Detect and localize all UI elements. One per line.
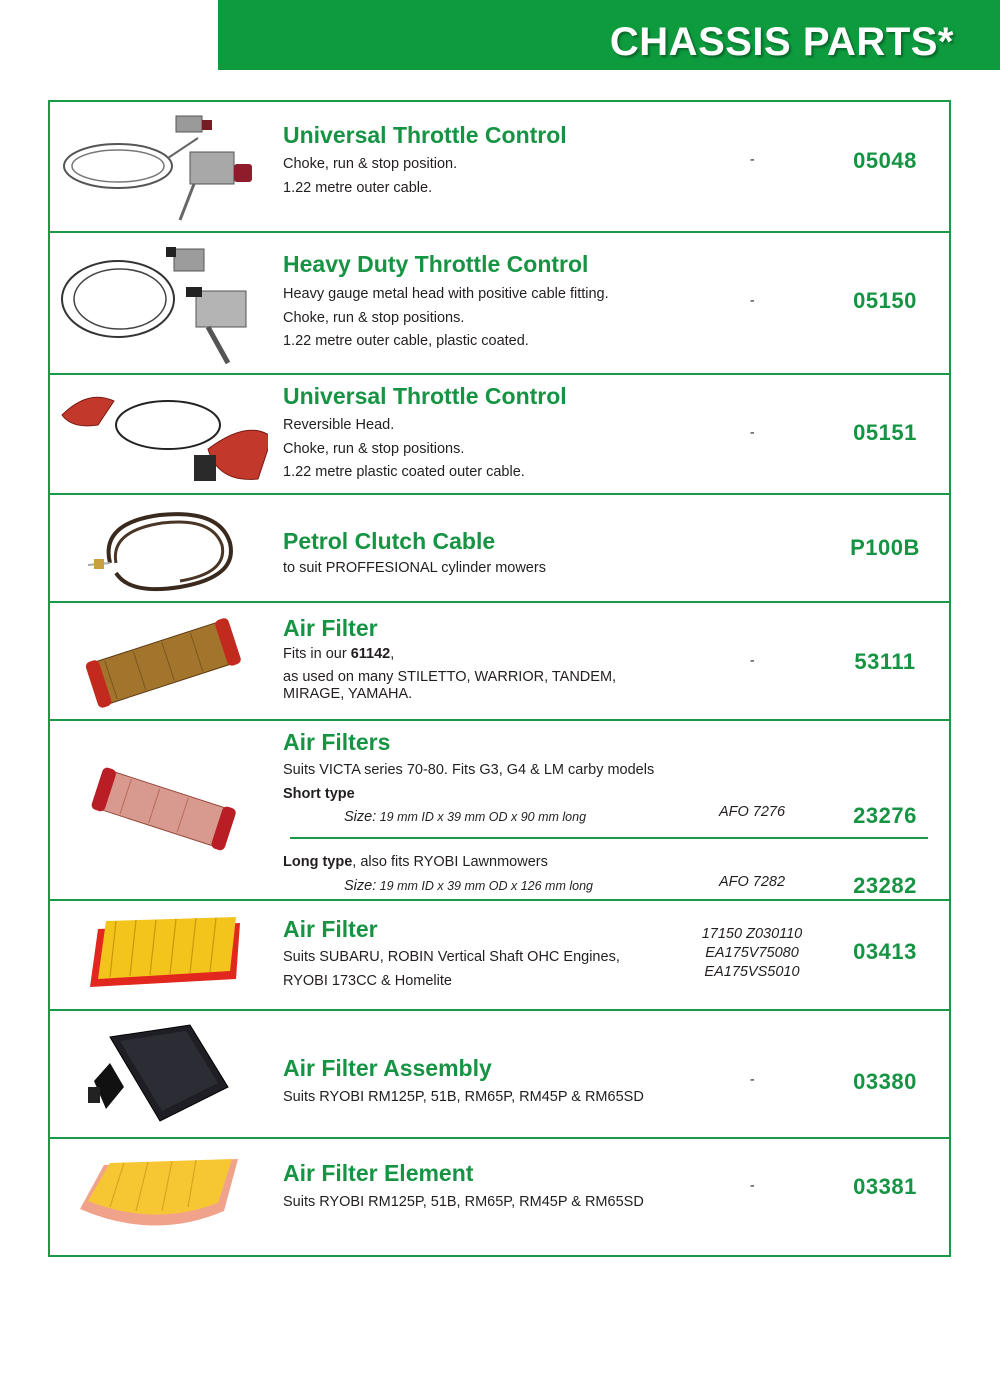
reversible-throttle-image	[58, 379, 268, 491]
oem-number: -	[749, 152, 755, 168]
product-title: Air Filter Assembly	[283, 1055, 492, 1081]
description-line: Suits RYOBI RM125P, 51B, RM65P, RM45P & RM65SD	[283, 1194, 644, 1210]
product-row	[50, 721, 949, 901]
victa-air-filter-image	[84, 763, 244, 853]
long-size-line: Size: 19 mm ID x 39 mm OD x 126 mm long	[344, 877, 593, 894]
description-line: Fits in our 61142,	[283, 646, 395, 662]
oem-number: EA175VS5010	[704, 964, 800, 980]
product-description	[283, 153, 457, 200]
product-title: Air Filters	[283, 729, 391, 755]
oem-number: -	[749, 425, 755, 441]
part-code: 05150	[853, 288, 917, 313]
short-type-label: Short type	[283, 785, 355, 802]
oem-numbers	[698, 925, 806, 982]
description-line: Suits RYOBI RM125P, 51B, RM65P, RM45P & RM65SD	[283, 1089, 644, 1105]
part-code: 03380	[853, 1069, 917, 1094]
product-row	[50, 495, 949, 603]
description-line: MIRAGE, YAMAHA.	[283, 686, 413, 702]
part-code: 05048	[853, 148, 917, 173]
product-row	[50, 375, 949, 495]
description-line: 1.22 metre plastic coated outer cable.	[283, 464, 525, 480]
product-description	[283, 1191, 644, 1215]
description-line: Heavy gauge metal head with positive cable fitting.	[283, 286, 609, 302]
description-line: RYOBI 173CC & Homelite	[283, 972, 452, 989]
product-row	[50, 901, 949, 1011]
description-line: to suit PROFFESIONAL cylinder mowers	[283, 560, 546, 576]
product-title: Air Filter	[283, 916, 378, 942]
description-line: Suits VICTA series 70-80. Fits G3, G4 & LM carby models	[283, 762, 655, 778]
part-code: 23282	[853, 873, 917, 898]
sub-divider	[290, 837, 928, 839]
description-line: Choke, run & stop positions.	[283, 309, 465, 326]
panel-air-filter-image	[80, 909, 250, 1003]
product-row	[50, 1139, 949, 1257]
product-description	[283, 759, 654, 830]
part-code: 53111	[854, 649, 916, 674]
description-line: Choke, run & stop position.	[283, 156, 458, 172]
product-row	[50, 1011, 949, 1139]
description-line: Choke, run & stop positions.	[283, 440, 465, 457]
oem-number: -	[749, 1072, 755, 1088]
product-title: Heavy Duty Throttle Control	[283, 251, 589, 277]
product-row	[50, 102, 949, 233]
air-filter-assembly-image	[80, 1017, 240, 1133]
product-description	[283, 645, 616, 702]
description-line: 1.22 metre outer cable, plastic coated.	[283, 333, 529, 349]
product-title: Air Filter Element	[283, 1160, 474, 1186]
product-title: Universal Throttle Control	[283, 122, 567, 148]
cylindrical-air-filter-image	[78, 613, 248, 711]
oem-number: 17150 Z030110	[701, 926, 803, 942]
heavy-duty-throttle-image	[58, 239, 258, 367]
product-description	[283, 414, 525, 485]
part-code: 03413	[853, 939, 917, 964]
short-size-line: Size: 19 mm ID x 39 mm OD x 90 mm long	[344, 809, 587, 825]
description-line: 1.22 metre outer cable.	[283, 179, 433, 196]
oem-number: -	[749, 653, 755, 669]
product-description	[283, 851, 593, 898]
page-title: CHASSIS PARTS*	[609, 20, 954, 64]
product-description	[283, 946, 620, 993]
product-description	[283, 1086, 644, 1110]
product-description	[283, 557, 546, 581]
part-code: 05151	[853, 420, 917, 445]
product-title: Universal Throttle Control	[283, 383, 567, 409]
description-line: as used on many STILETTO, WARRIOR, TANDEM,	[283, 669, 617, 685]
description-line: Suits SUBARU, ROBIN Vertical Shaft OHC Engines,	[283, 949, 620, 965]
air-filter-element-image	[74, 1149, 244, 1241]
product-title: Petrol Clutch Cable	[283, 528, 496, 554]
oem-number: EA175V75080	[705, 945, 799, 961]
oem-number: AFO 7282	[718, 874, 786, 890]
product-row	[50, 603, 949, 721]
product-table	[48, 100, 951, 1257]
oem-number: AFO 7276	[718, 804, 786, 820]
clutch-cable-image	[80, 503, 250, 599]
product-title: Air Filter	[283, 615, 378, 641]
part-code: P100B	[850, 535, 920, 560]
part-code: 23276	[853, 803, 917, 828]
oem-number: -	[749, 1178, 755, 1194]
oem-number: -	[749, 293, 755, 309]
header-banner	[218, 0, 1000, 70]
long-type-line: Long type, also fits RYOBI Lawnmowers	[283, 854, 548, 870]
product-row	[50, 233, 949, 375]
part-code: 03381	[853, 1174, 917, 1199]
description-line: Reversible Head.	[283, 417, 395, 433]
product-description	[283, 283, 609, 354]
throttle-control-image	[58, 108, 258, 226]
